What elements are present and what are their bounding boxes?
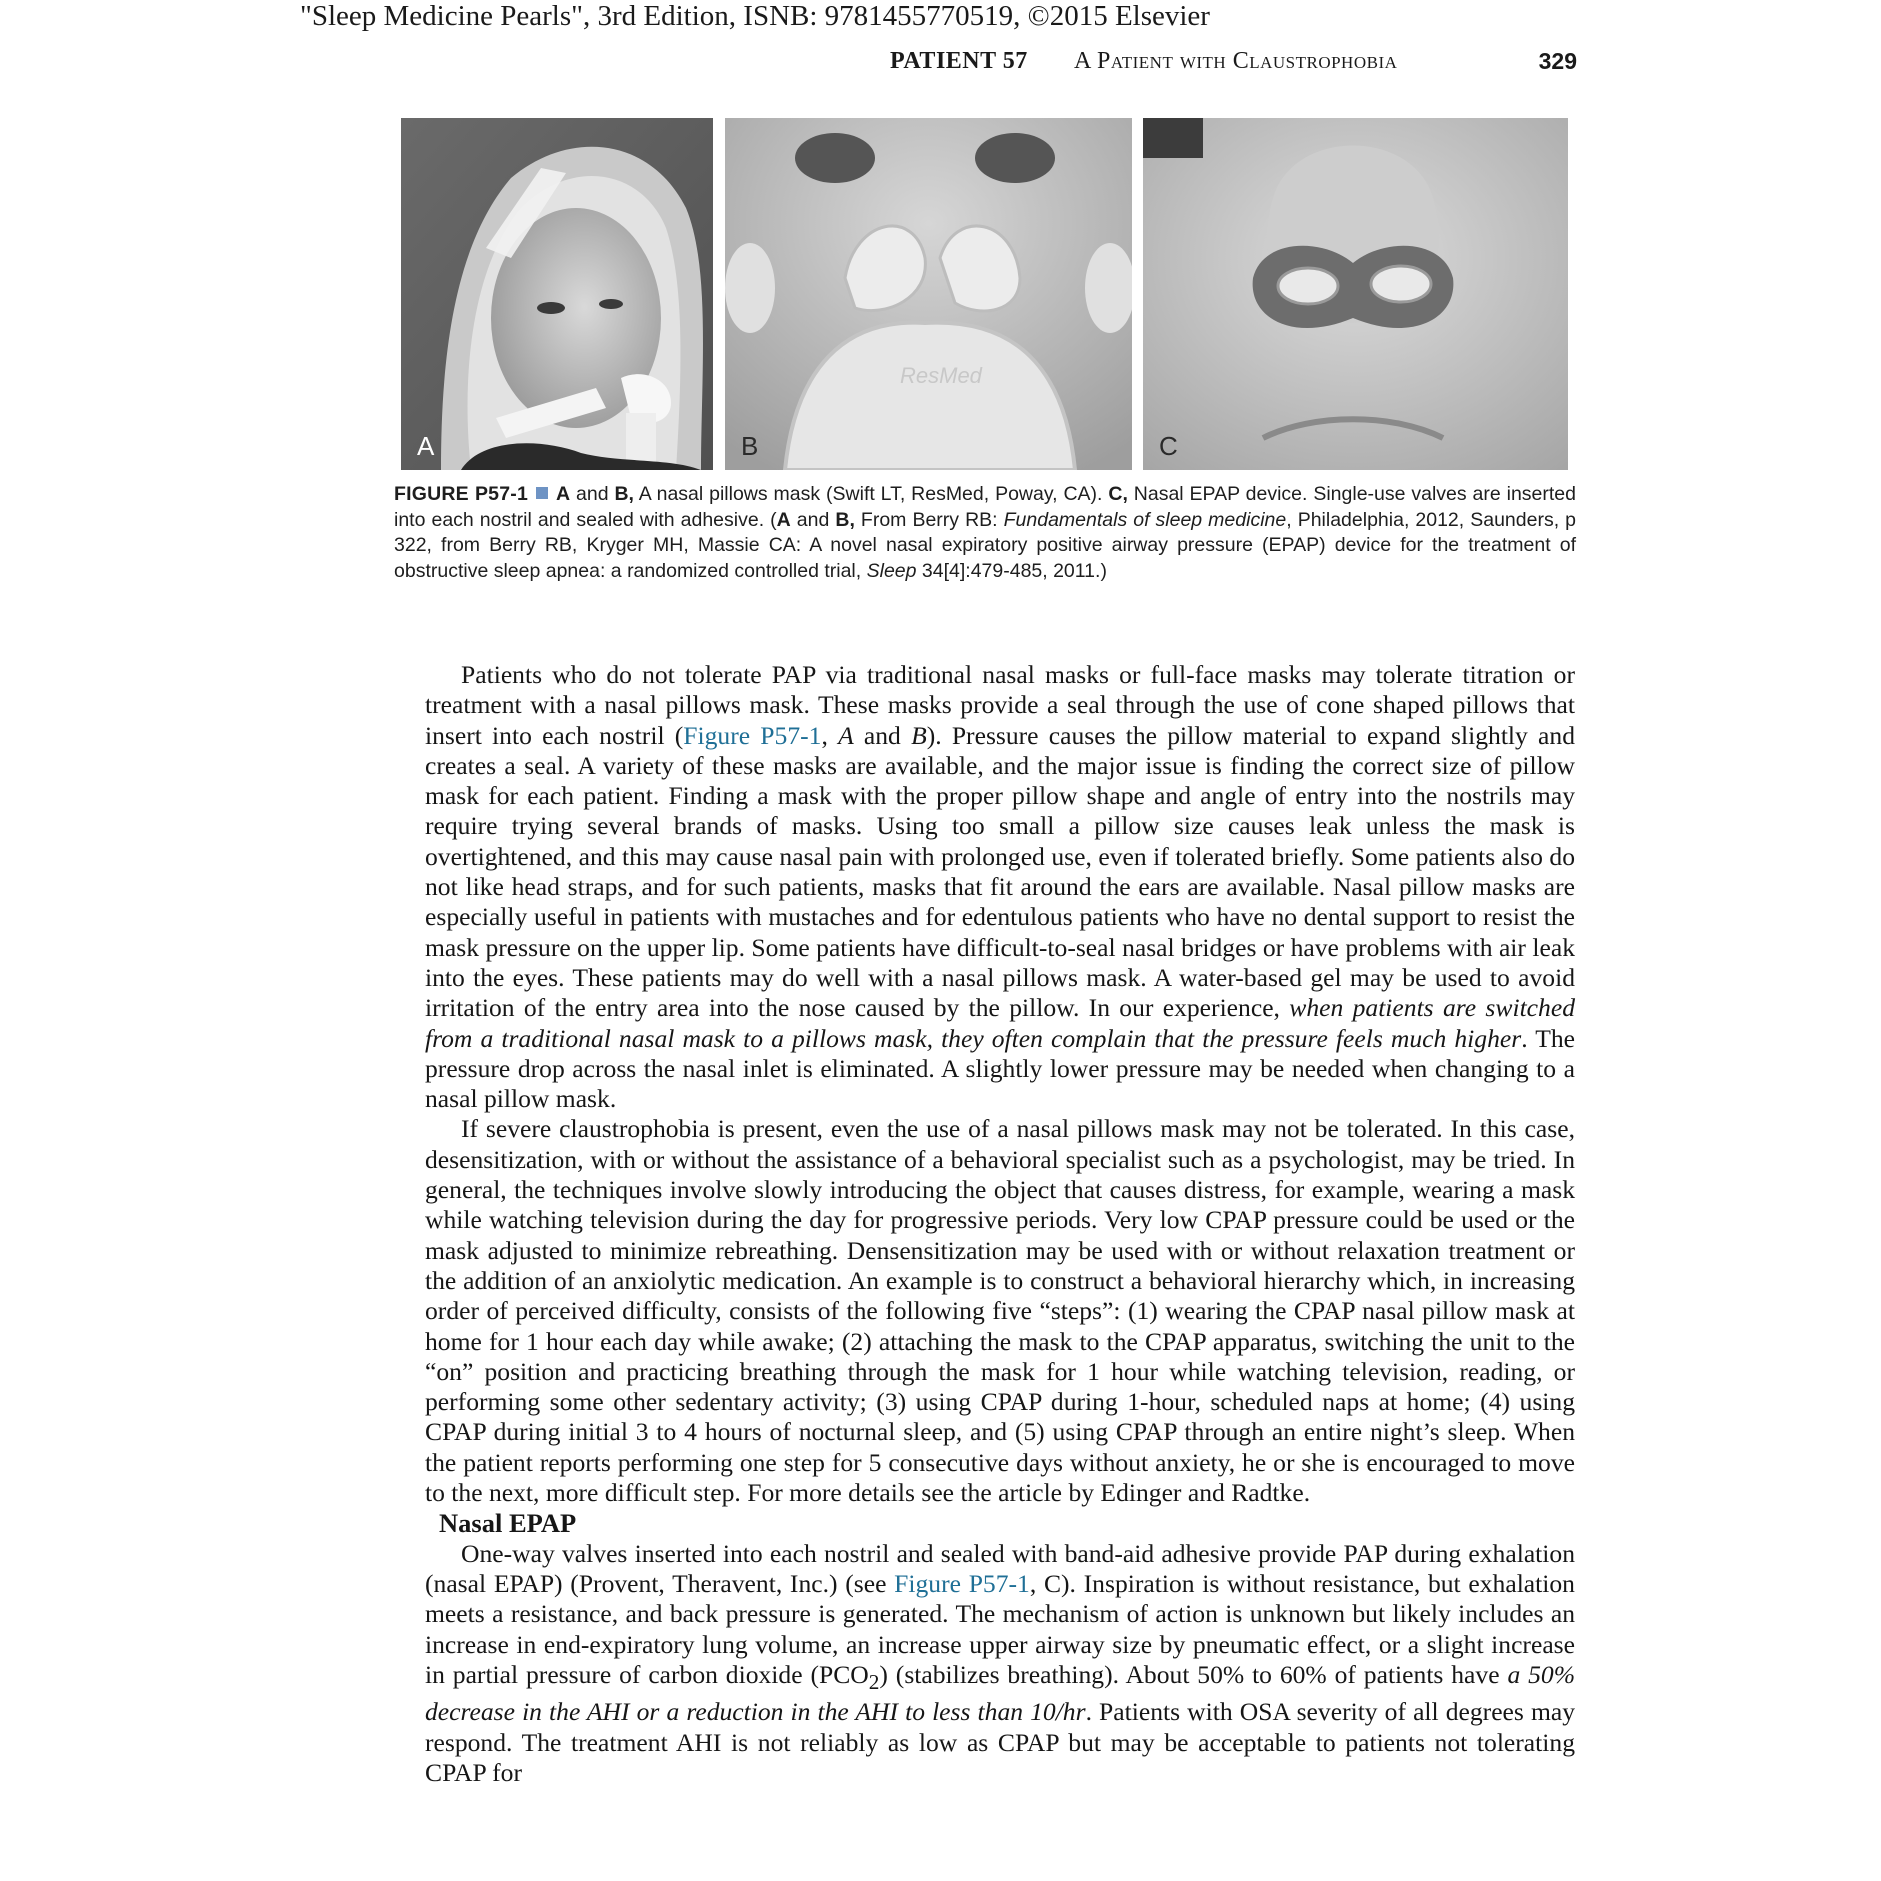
woman-nasal-pillows-mask-image [401,118,713,470]
section-heading: Nasal EPAP [439,1508,577,1539]
italic-run: B [911,720,927,750]
caption-bold-c: C, [1108,483,1128,505]
caption-book-title: Fundamentals of sleep medicine [1003,508,1287,531]
text-run: Patients who do not tolerate PAP via traditional nasal masks or full-face masks may tolerate titration or treatment with a nasal pillows mask. These masks provide a seal through the use of cone shaped pillows that insert into each nostril ( [425,660,1575,750]
caption-text: Nasal EPAP device. Single-use valves are inserted into each nostril and sealed with adhesive. [394,483,1577,531]
caption-bold-b: B, [614,483,634,505]
caption-text: From Berry RB: [854,508,1004,531]
text-run: . Patients with OSA severity of all degrees may respond. The treatment AHI is not reliably as low as CPAP but may be acceptable to patients not tolerating CPAP for [425,1697,1576,1787]
text-run: ). Pressure causes the pillow material to expand slightly and creates a seal. A variety of these masks are available, and the major issue is finding the correct size of pillow mask for each patient. Finding a mask with the proper pillow shape and angle of entry into the nostrils may require trying several brands of masks. Using too small a pillow size causes leak unless the mask is overtightened, and this may cause nasal pain with prolonged use, even if tolerated briefly. Some patients also do not like head straps, and for such patients, masks that fit around the ears are available. Nasal pillow masks are especially useful in patients with mustaches and for edentulous patients who have no dental support to resist the mask pressure on the upper lip. Some patients have difficult-to-seal nasal bridges or have problems with air leak into the eyes. These patients may do well with a nasal pillows mask. A water-based gel may be used to avoid irritation of the entry area into the nose caused by the pillow. In our experience, [425,720,1575,1023]
figure-panel-b-photo [725,118,1132,470]
caption-journal: Sleep [866,559,917,582]
nasal-epap-device-image [1143,118,1568,470]
caption-text: , Philadelphia, 2012, Saunders, p 322, from Berry RB, Kryger MH, Massie CA: A novel nasal expiratory positive airway pressure (EPAP) device for the treatment of obstructive sleep apnea: a randomized controlled trial, [394,508,1577,582]
paragraph [425,660,1575,1114]
panel-letter-a: A [417,431,435,461]
paragraph: If severe claustrophobia is present, even the use of a nasal pillows mask may not be tolerated. In this case, desensitization, with or without the assistance of a behavioral specialist such as a psychologist, may be tried. In general, the techniques involve slowly introducing the object that causes distress, for example, wearing a mask while watching television during the day for progressive periods. Very low CPAP pressure could be used or the mask adjusted to minimize rebreathing. Densensitization may be used with or without relaxation treatment or the addition of an anxiolytic medication. An example is to construct a behavioral hierarchy which, in increasing order of perceived difficulty, consists of the following five “steps”: (1) wearing the CPAP nasal pillow mask at home for 1 hour each day while awake; (2) attaching the mask to the CPAP apparatus, switching the unit to the “on” position and practicing breathing through the mask for 1 hour while watching television, reading, or performing some other sedentary activity; (3) using CPAP during 1-hour, scheduled naps at home; (4) using CPAP during initial 3 to 4 hours of nocturnal sleep, and (5) using CPAP through an entire night’s sleep. When the patient reports performing one step for 5 consecutive days without anxiety, he or she is encouraged to move to the next, more difficult step. For more details see the article by Edinger and Radtke. [425,1114,1575,1508]
caption-text: ( [770,508,777,531]
caption-bold-b: B, [835,508,855,531]
caption-bold-a: A [776,508,791,531]
caption-square-icon [536,487,548,499]
figure-caption [394,482,1576,584]
panel-letter-b: B [741,431,759,461]
italic-run: a 50% decrease in the AHI or a reduction in the AHI to less than 10/hr [425,1659,1576,1727]
caption-text: A nasal pillows mask (Swift LT, ResMed, Poway, CA). [633,483,1109,505]
text-run: , C). Inspiration is without resistance, but exhalation meets a resistance, and back pressure is generated. The mechanism of action is unknown but likely includes an increase in end-expiratory lung volume, an increase upper airway size by pneumatic effect, or a slight increase in partial pressure of carbon dioxide (PCO [425,1568,1575,1689]
caption-text: 34[4]:479-485, 2011.) [916,559,1107,582]
figure-panel-a-photo [401,118,713,470]
patient-label: PATIENT 57 [890,48,1028,74]
running-head [880,48,1577,88]
panel-letter-c: C [1159,431,1178,461]
text-run: . The pressure drop across the nasal inlet is eliminated. A slightly lower pressure may be needed when changing to a nasal pillow mask. [425,1023,1576,1114]
figure-reference-link[interactable]: Figure P57-1 [683,720,822,750]
figure-label: FIGURE P57-1 [394,483,529,505]
nasal-pillows-close-up-image [725,118,1132,470]
figure-panel-c-photo [1143,118,1568,470]
caption-bold-a: A [556,483,571,505]
caption-text: and [570,483,615,505]
page-number: 329 [1538,48,1577,74]
text-run: and [853,720,912,750]
figure-reference-link[interactable]: Figure P57-1 [894,1568,1030,1598]
text-run: , [821,720,839,750]
text-run: One-way valves inserted into each nostril and sealed with band-aid adhesive provide PAP during exhalation (nasal EPAP) (Provent, Theravent, Inc.) (see [425,1538,1575,1598]
caption-text: and [790,508,836,531]
text-run: ) (stabilizes breathing). About 50% to 60% of patients have [879,1659,1508,1689]
italic-run: when patients are switched from a traditional nasal mask to a pillows mask, they often complain that the pressure feels much higher [425,993,1575,1053]
chapter-title: A Patient with Claustrophobia [1074,48,1398,74]
body-text [425,660,1575,1788]
svg-text:ResMed: ResMed [900,363,982,388]
subscript: 2 [868,1669,880,1694]
book-citation: "Sleep Medicine Pearls", 3rd Edition, ISNB: 9781455770519, ©2015 Elsevier [300,0,1210,32]
italic-run: A [838,720,854,750]
paragraph [425,1539,1575,1788]
